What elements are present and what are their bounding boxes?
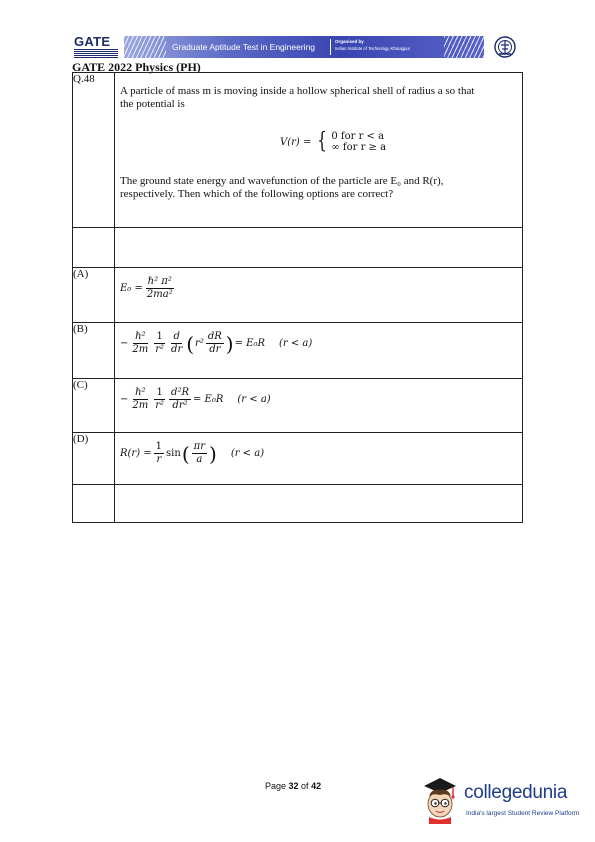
option-a-lhs: E₀ = <box>120 283 143 294</box>
option-d-lhs: R(r) = <box>120 448 152 459</box>
option-b-frac4 <box>206 331 224 356</box>
option-b-rhs: = E₀R <box>234 338 265 349</box>
option-c-minus: − <box>120 394 129 405</box>
option-c-frac1-den: 2m <box>132 400 149 411</box>
right-paren: ) <box>209 441 217 466</box>
potential-lhs: V(r) = <box>280 136 312 148</box>
option-b-frac2-num: 1 <box>156 331 163 342</box>
question-line-2: the potential is <box>120 98 185 110</box>
header-banner <box>72 34 524 60</box>
option-c-frac3-num: d²R <box>171 387 189 398</box>
option-a-math <box>115 268 522 301</box>
option-label-a: (A) <box>73 268 115 323</box>
left-paren: ( <box>181 441 190 466</box>
option-c-frac1 <box>130 387 150 412</box>
option-c-math <box>115 379 522 412</box>
option-b-frac4-den: dr <box>209 344 221 355</box>
potential-cases <box>331 131 386 153</box>
question-line-3: The ground state energy and wavefunction of the particle are E₀ and R(r), <box>120 175 444 187</box>
option-row-a <box>73 268 523 323</box>
option-d-frac1-num: 1 <box>155 441 163 452</box>
question-row <box>73 73 523 228</box>
option-c-rhs: = E₀R <box>193 394 224 405</box>
option-d-condition: (r < a) <box>230 448 265 459</box>
option-b-frac1-num: ℏ² <box>135 331 146 342</box>
question-line-4: respectively. Then which of the following options are correct? <box>120 188 394 200</box>
right-paren: ) <box>225 331 234 356</box>
option-d-frac2-num: πr <box>193 441 205 452</box>
option-d-math <box>115 433 522 466</box>
question-text <box>115 73 522 201</box>
option-a-den: 2ma² <box>146 289 173 300</box>
organised-by: Organised by <box>335 39 364 44</box>
option-d-frac1 <box>154 441 164 466</box>
gate-logo-stripes <box>74 49 118 58</box>
potential-case-2: ∞ for r ≥ a <box>331 142 387 153</box>
option-d-frac2 <box>192 441 207 466</box>
brace-icon: { <box>317 129 328 154</box>
question-number: Q.48 <box>73 73 115 228</box>
option-c-frac2-num: 1 <box>156 387 163 398</box>
brand-tagline: India's largest Student Review Platform <box>466 810 580 817</box>
option-label-b: (B) <box>73 323 115 379</box>
option-label-d: (D) <box>73 433 115 485</box>
question-table <box>72 72 523 523</box>
banner-separator <box>330 39 331 55</box>
option-b-condition: (r < a) <box>279 338 313 349</box>
left-paren: ( <box>186 331 195 356</box>
option-b-frac2-den: r² <box>155 344 165 355</box>
option-c-frac1-num: ℏ² <box>135 387 146 398</box>
institute-name: Indian Institute of Technology Kharagpur <box>335 46 411 51</box>
option-b-frac3 <box>169 331 184 356</box>
option-b-frac1-den: 2m <box>132 344 149 355</box>
potential-case-1: 0 for r < a <box>331 131 385 142</box>
option-a-num: ℏ² π² <box>147 276 172 287</box>
question-line-1: A particle of mass m is moving inside a hollow spherical shell of radius a so that <box>120 85 475 97</box>
collegedunia-logo[interactable] <box>420 770 595 830</box>
option-c-frac3-den: dr² <box>172 400 188 411</box>
option-c-frac2 <box>153 387 166 412</box>
option-c-frac2-den: r² <box>155 400 165 411</box>
option-d-frac1-den: r <box>156 454 162 465</box>
option-b-frac3-num: d <box>173 331 180 342</box>
page-prefix: Page <box>265 781 289 791</box>
option-d-sin: sin <box>166 448 181 459</box>
option-b-inner: r² <box>195 338 204 349</box>
option-b-minus: − <box>120 338 129 349</box>
option-d-frac2-den: a <box>196 454 203 465</box>
iit-emblem-icon <box>494 36 516 58</box>
page-of: of <box>298 781 312 791</box>
question-body <box>115 73 523 228</box>
option-b-frac4-num: dR <box>207 331 222 342</box>
option-c-condition: (r < a) <box>237 394 271 405</box>
paper-title: GATE 2022 Physics (PH) <box>72 60 201 74</box>
option-b-frac1 <box>130 331 150 356</box>
option-c-frac3 <box>169 387 191 412</box>
page-current: 32 <box>288 781 299 791</box>
gate-logo-text: GATE <box>74 34 111 49</box>
blank-row-bottom <box>73 485 523 523</box>
option-a-fraction <box>145 276 175 301</box>
option-row-b <box>73 323 523 379</box>
option-row-c <box>73 379 523 433</box>
mascot-icon <box>420 774 460 824</box>
option-row-d <box>73 433 523 485</box>
option-b-frac3-den: dr <box>171 344 183 355</box>
option-b-frac2 <box>153 331 166 356</box>
banner-title: Graduate Aptitude Test in Engineering <box>172 42 316 52</box>
page-total: 42 <box>311 781 322 791</box>
page-number <box>265 781 321 791</box>
brand-name: collegedunia <box>464 782 568 803</box>
gate-logo <box>72 34 124 60</box>
option-b-math <box>115 323 522 356</box>
blank-row <box>73 228 523 268</box>
banner-hatch-left <box>124 36 166 58</box>
potential-equation <box>280 131 514 153</box>
banner-hatch-right <box>444 36 484 58</box>
option-label-c: (C) <box>73 379 115 433</box>
